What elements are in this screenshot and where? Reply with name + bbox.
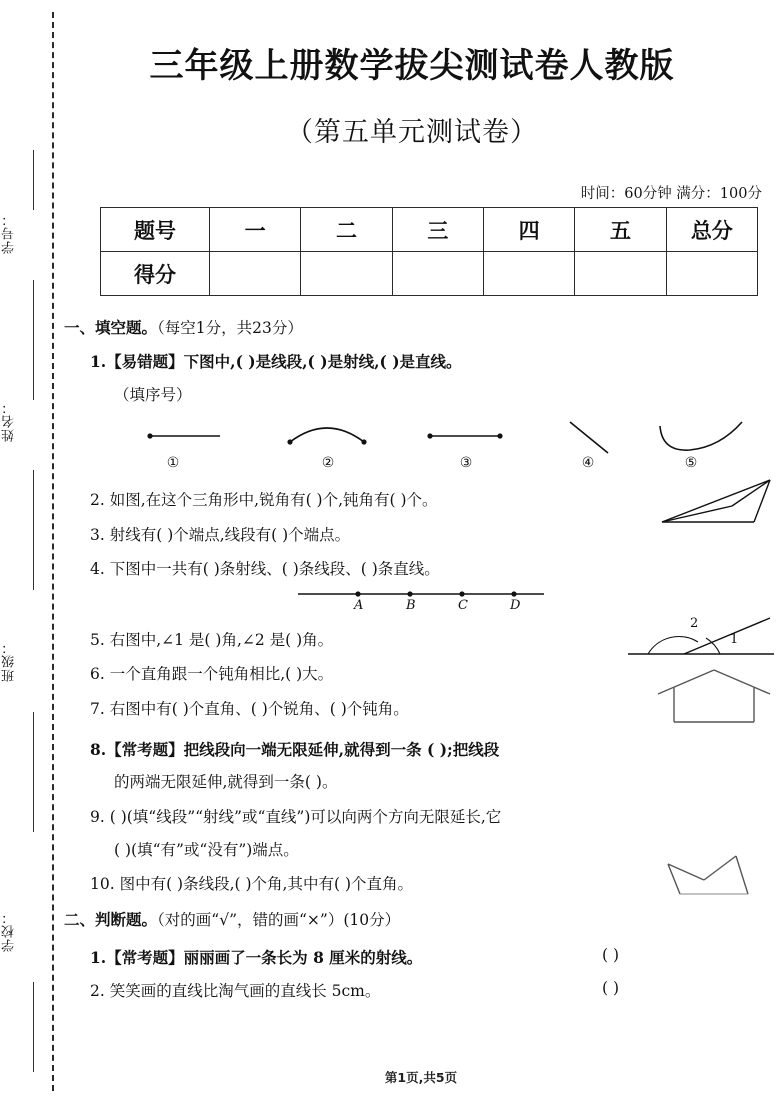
judge-question-2: 2. 笑笑画的直线比淘气画的直线长 5cm。 [90, 982, 381, 1000]
question-1-figures [142, 420, 762, 460]
score-table-col-total: 总分 [666, 208, 757, 252]
section-1-note: （每空1分，共23分） [157, 319, 303, 337]
figure-label-2: ② [321, 455, 335, 471]
question-3: 3. 射线有( )个端点,线段有( )个端点。 [90, 526, 351, 544]
section-heading-fill-blank [64, 316, 303, 338]
question-2-triangle-figure [658, 478, 778, 528]
score-cell-4[interactable] [483, 252, 574, 296]
judge-answer-2[interactable]: ( ) [602, 979, 620, 997]
score-cell-1[interactable] [210, 252, 301, 296]
score-cell-total[interactable] [666, 252, 757, 296]
question-8-text: 8.【常考题】把线段向一端无限延伸,就得到一条 ( );把线段 [90, 740, 500, 759]
margin-label-school: 学校： [2, 910, 17, 952]
question-8-line-2: 的两端无限延伸,就得到一条( )。 [114, 773, 338, 791]
judge-question-1 [90, 946, 422, 968]
table-row-scores [101, 252, 758, 296]
margin-rule-2 [33, 280, 34, 400]
exam-meta-info: 时间：60分钟 满分：100分 [580, 186, 762, 202]
question-1-line-2: （填序号） [114, 386, 192, 404]
score-cell-3[interactable] [392, 252, 483, 296]
question-7: 7. 右图中有( )个直角、( )个锐角、( )个钝角。 [90, 700, 409, 718]
score-table-row-label-score: 得分 [101, 252, 210, 296]
margin-rule-5 [33, 982, 34, 1072]
figure-label-1: ① [166, 455, 180, 471]
page-footer: 第1页,共5页 [384, 1070, 458, 1085]
question-1-line-1 [90, 350, 462, 372]
section-1-label: 一、填空题。 [64, 318, 158, 337]
point-label-b: B [406, 598, 416, 613]
figure-label-4: ④ [581, 455, 595, 471]
point-label-d: D [510, 598, 521, 613]
question-10: 10. 图中有( )条线段,( )个角,其中有( )个直角。 [90, 875, 413, 893]
exam-paper [62, 0, 780, 1103]
point-label-a: A [354, 598, 364, 613]
margin-rule-1 [33, 150, 34, 210]
figure-label-5: ⑤ [684, 455, 698, 471]
margin-rule-3 [33, 470, 34, 590]
score-table-col-4: 四 [483, 208, 574, 252]
section-2-label: 二、判断题。 [64, 910, 158, 929]
question-5: 5. 右图中,∠1 是( )角,∠2 是( )角。 [90, 631, 334, 649]
question-4: 4. 下图中一共有( )条射线、( )条线段、( )条直线。 [90, 560, 440, 578]
score-table [100, 207, 758, 296]
question-9-line-1: 9. ( )(填“线段”“射线”或“直线”)可以向两个方向无限延长,它 [90, 808, 502, 826]
question-9-line-2: ( )(填“有”或“没有”)端点。 [114, 841, 299, 859]
section-2-note: （对的画“√”，错的画“×”）(10分） [157, 911, 401, 929]
margin-label-student-id: 学号： [2, 212, 17, 254]
section-heading-true-false [64, 908, 400, 930]
question-1-text: 1.【易错题】下图中,( )是线段,( )是射线,( )是直线。 [90, 352, 462, 371]
figure-label-3: ③ [459, 455, 473, 471]
score-table-col-2: 二 [301, 208, 392, 252]
judge-answer-1[interactable]: ( ) [602, 946, 620, 964]
score-table-col-3: 三 [392, 208, 483, 252]
page-subtitle: （第五单元测试卷） [286, 117, 538, 148]
question-8-line-1 [90, 738, 499, 760]
margin-label-name: 姓名： [2, 400, 17, 442]
question-5-angle-figure [624, 616, 780, 662]
score-table-row-label-number: 题号 [101, 208, 210, 252]
score-cell-2[interactable] [301, 252, 392, 296]
page-title: 三年级上册数学拔尖测试卷人教版 [149, 46, 675, 86]
score-cell-5[interactable] [575, 252, 666, 296]
binding-dashed-line [52, 12, 54, 1091]
judge-question-1-text: 1.【常考题】丽丽画了一条长为 8 厘米的射线。 [90, 948, 423, 967]
point-label-c: C [458, 598, 468, 613]
question-6: 6. 一个直角跟一个钝角相比,( )大。 [90, 665, 334, 683]
margin-rule-4 [33, 712, 34, 832]
table-row-headers [101, 208, 758, 252]
question-7-house-figure [652, 668, 772, 726]
score-table-col-1: 一 [210, 208, 301, 252]
angle-label-1: 1 [730, 632, 739, 647]
angle-label-2: 2 [690, 616, 699, 631]
margin-label-class: 班级： [2, 640, 17, 682]
score-table-col-5: 五 [575, 208, 666, 252]
question-10-zigzag-figure [658, 850, 778, 898]
question-2: 2. 如图,在这个三角形中,锐角有( )个,钝角有( )个。 [90, 491, 438, 509]
